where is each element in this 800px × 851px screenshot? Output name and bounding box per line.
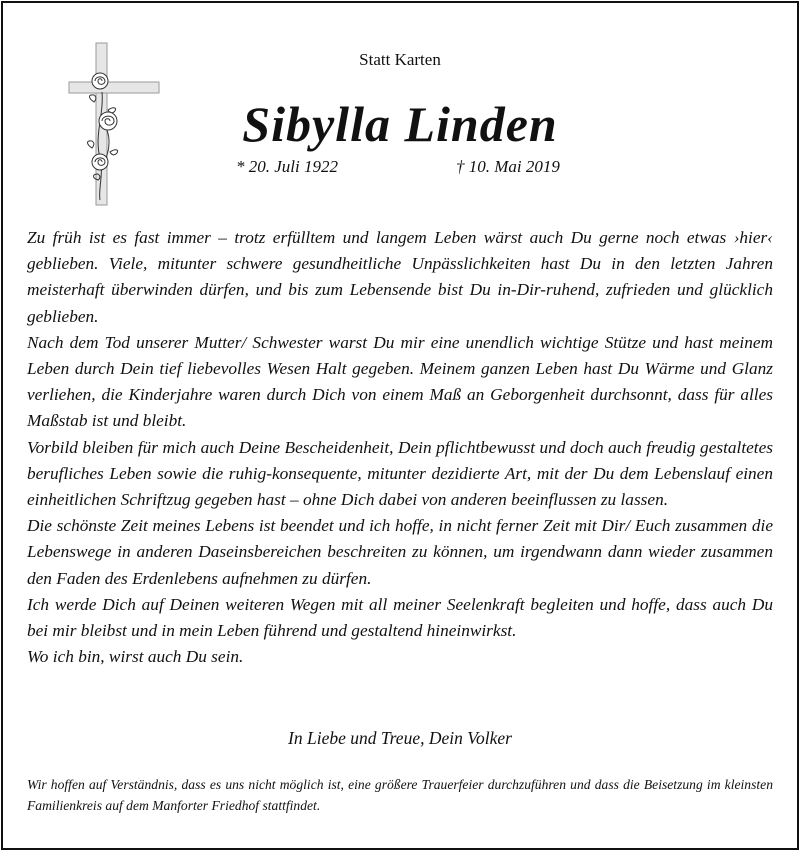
- funeral-note: Wir hoffen auf Verständnis, dass es uns nicht möglich ist, eine größere Trauerfeier durchzuführen und dass die Beisetzung im kleinsten Familienkreis auf dem Manforter Friedhof stattfindet.: [27, 777, 773, 813]
- cross-with-roses-icon: [64, 40, 164, 208]
- death-date: † 10. Mai 2019: [456, 157, 560, 176]
- body-paragraph: Die schönste Zeit meines Lebens ist beendet und ich hoffe, in nicht ferner Zeit mit Dir/ Euch zusammen die Lebenswege in anderen Daseinsbereichen beschreiten zu können, um irgendwann dann wieder zusammen den Faden des Erdenlebens aufnehmen zu dürfen.: [27, 516, 773, 588]
- statt-karten-line: Statt Karten: [359, 50, 441, 69]
- deceased-name: Sibylla Linden: [242, 96, 558, 152]
- body-paragraph: Nach dem Tod unserer Mutter/ Schwester warst Du mir eine unendlich wichtige Stütze und hast meinem Leben durch Dein tief liebevolles Wesen Halt gegeben. Meinem ganzen Leben hast Du Wärme und Glanz verliehen, die Kinderjahre waren durch Dich von einem Maß an Geborgenheit durchsonnt, dass für alles Maßstab ist und bleibt.: [27, 332, 773, 431]
- body-paragraph: Wo ich bin, wirst auch Du sein.: [27, 647, 244, 667]
- body-paragraph: Ich werde Dich auf Deinen weiteren Wegen mit all meiner Seelenkraft begleiten und hoffe, dass auch Du bei mir bleibst und in mein Leben führend und gestaltend hineinwirkst.: [27, 594, 773, 641]
- birth-date: * 20. Juli 1922: [236, 157, 338, 176]
- body-paragraph: Vorbild bleiben für mich auch Deine Bescheidenheit, Dein pflichtbewusst und doch auch freudig gestaltetes berufliches Leben sowie die ruhig-konsequente, mitunter dezidierte Art, mit der Du dem Lebenslauf einen einheitlichen Schriftzug gegeben hast – ohne Dich dabei von anderen beeinflussen zu lassen.: [27, 437, 773, 510]
- notice-body: [27, 225, 773, 670]
- body-paragraph: Zu früh ist es fast immer – trotz erfülltem und langem Leben wärst auch Du gerne noch etwas ›hier‹ geblieben. Viele, mitunter schwere gesundheitliche Unpässlichkeiten hast Du in den letzten Jahren meisterhaft überwinden dürfen, und bis zum Lebensende bist Du in-Dir-ruhend, zufrieden und glücklich geblieben.: [27, 228, 773, 326]
- signature-line: In Liebe und Treue, Dein Volker: [288, 728, 512, 748]
